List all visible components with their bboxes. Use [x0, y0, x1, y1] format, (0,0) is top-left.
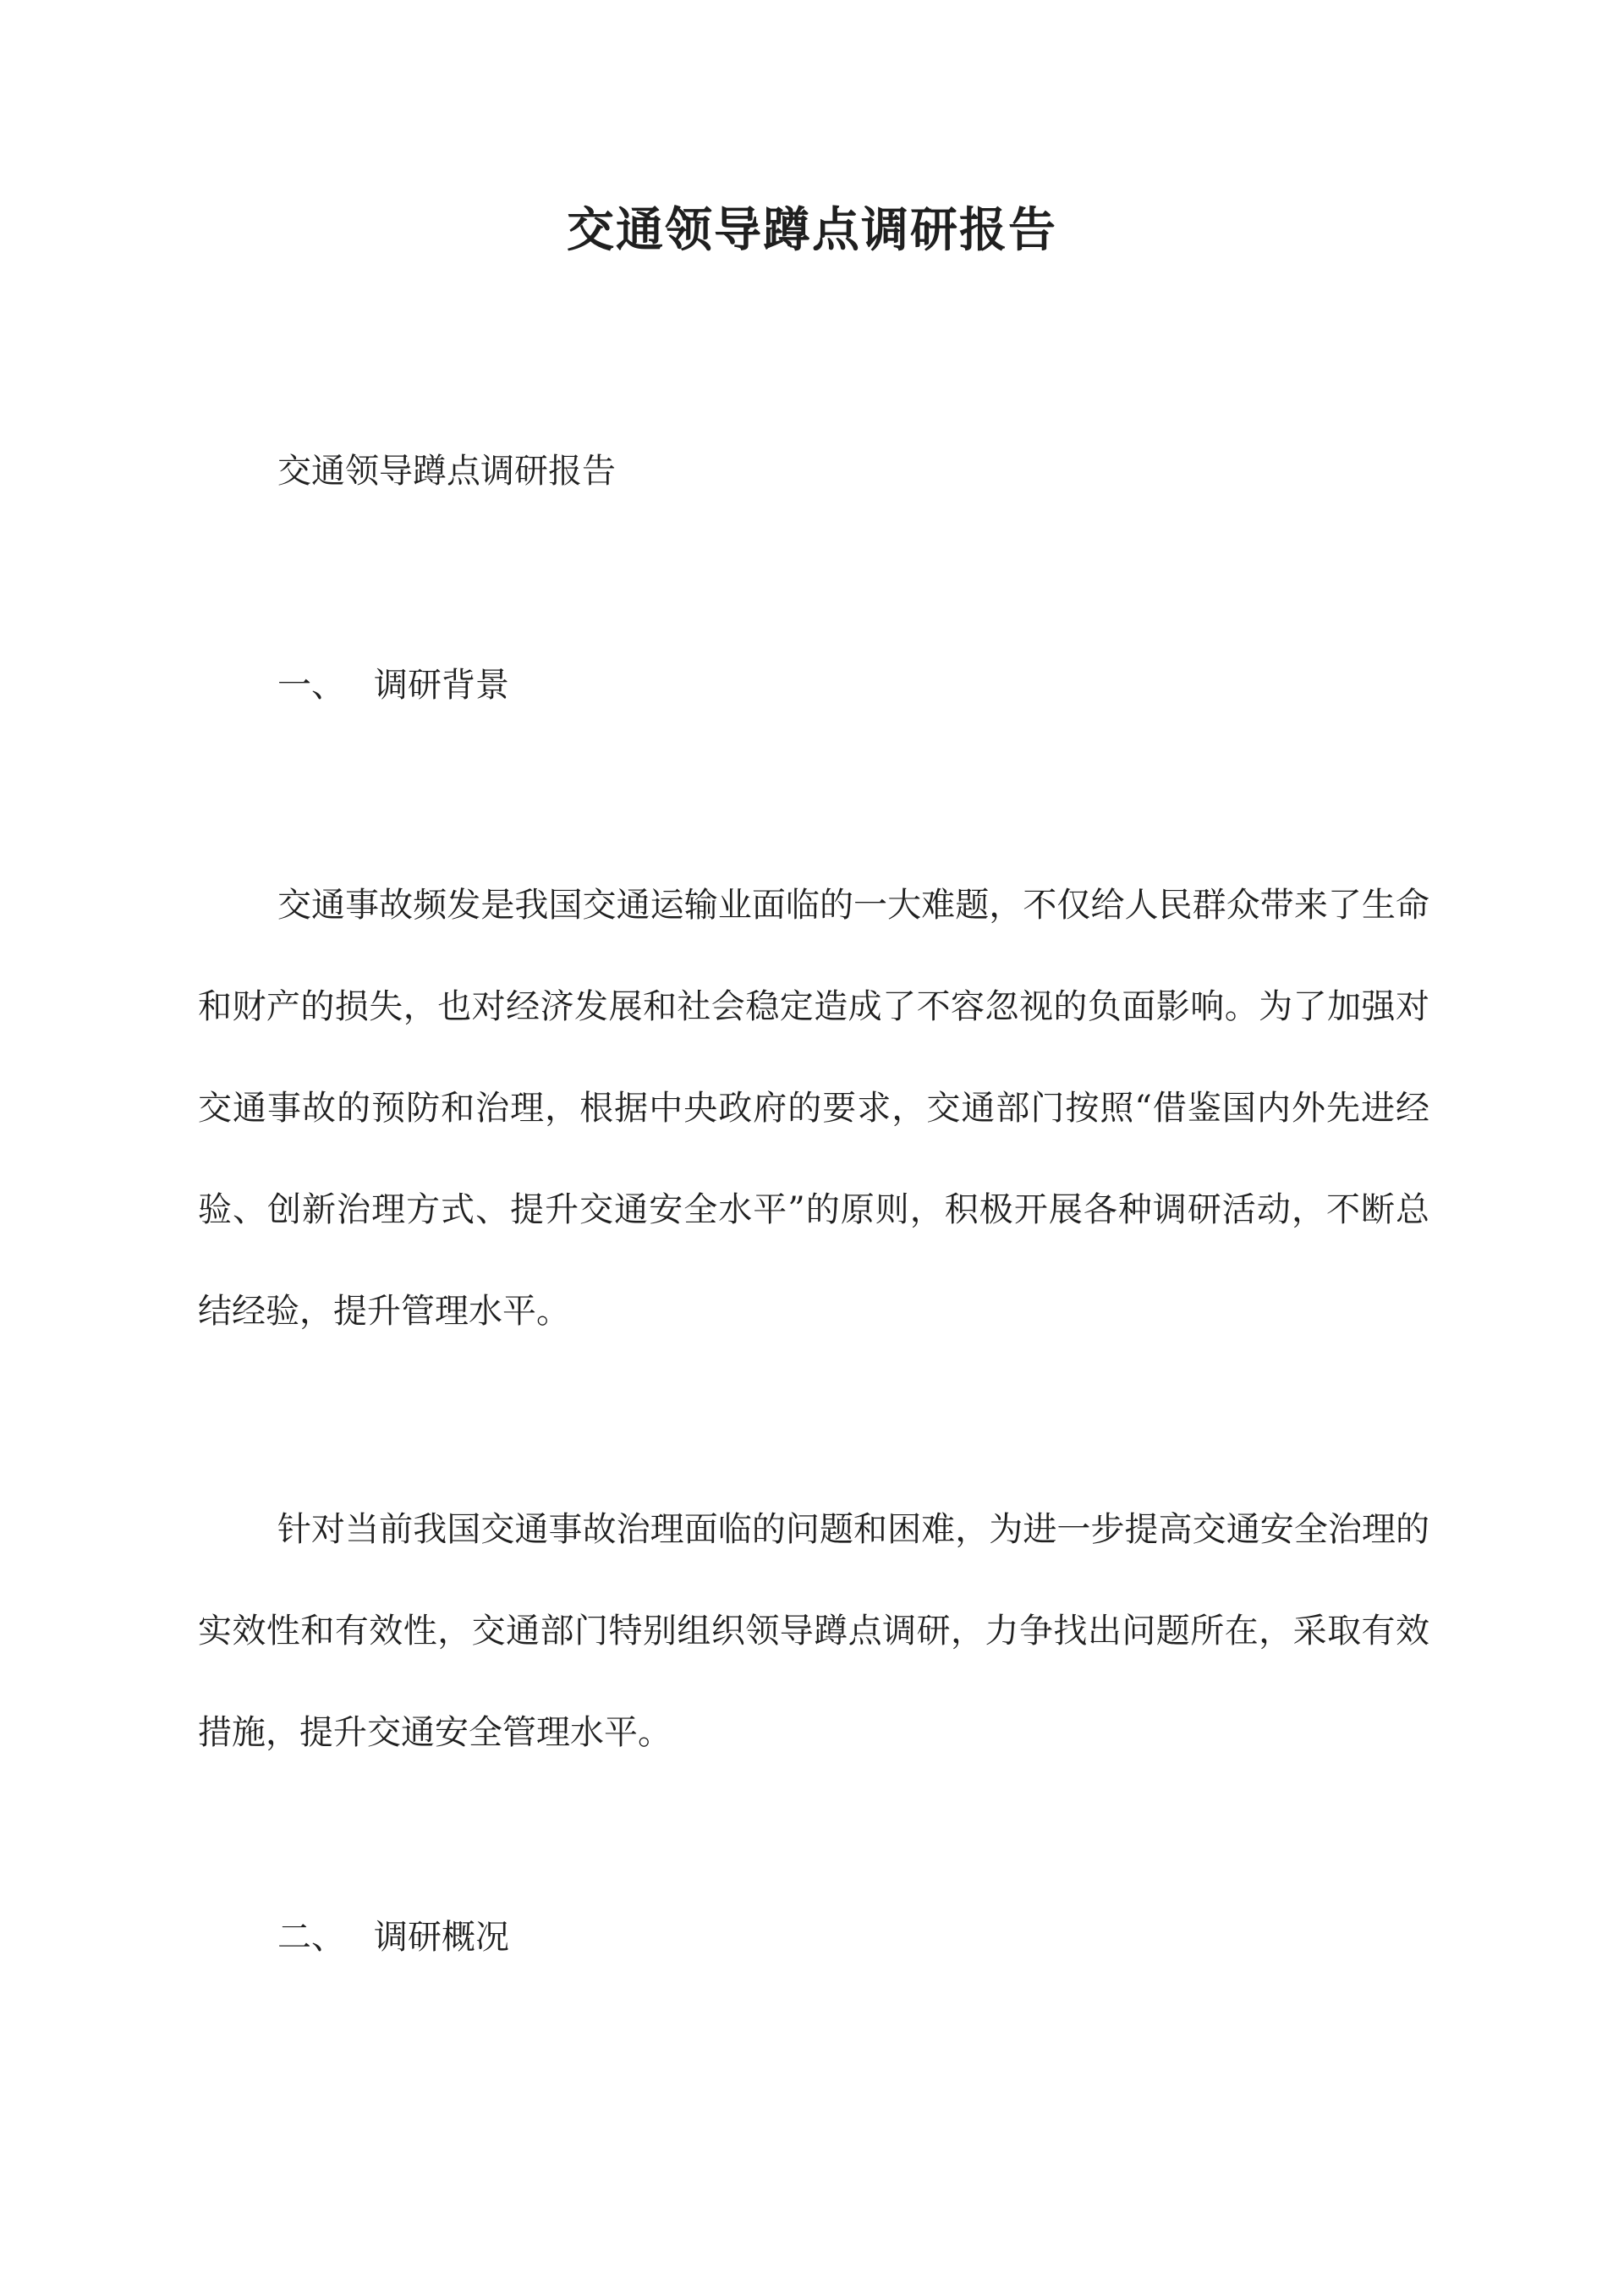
document-subtitle: 交通领导蹲点调研报告	[277, 452, 616, 491]
section-heading-text: 调研概况	[374, 1918, 509, 1957]
paragraph: 交通事故频发是我国交通运输业面临的一大难题，不仅给人民群众带来了生命和财产的损失，也对经济发展和社会稳定造成了不容忽视的负面影响。为了加强对交通事故的预防和治理，根据中央政府的要求，交通部门按照“借鉴国内外先进经验、创新治理方式、提升交通安全水平”的原则，积极开展各种调研活动，不断总结经验，提升管理水平。	[198, 886, 1429, 1331]
section-number: 一、	[277, 666, 345, 705]
section-number: 二、	[277, 1918, 345, 1957]
document-title: 交通领导蹲点调研报告	[567, 202, 1057, 258]
section-heading-overview	[277, 1912, 509, 1963]
section-heading-background	[277, 660, 509, 711]
section-heading-text: 调研背景	[374, 666, 509, 705]
paragraph: 针对当前我国交通事故治理面临的问题和困难，为进一步提高交通安全治理的实效性和有效性，交通部门特别组织领导蹲点调研，力争找出问题所在，采取有效措施，提升交通安全管理水平。	[198, 1510, 1429, 1752]
